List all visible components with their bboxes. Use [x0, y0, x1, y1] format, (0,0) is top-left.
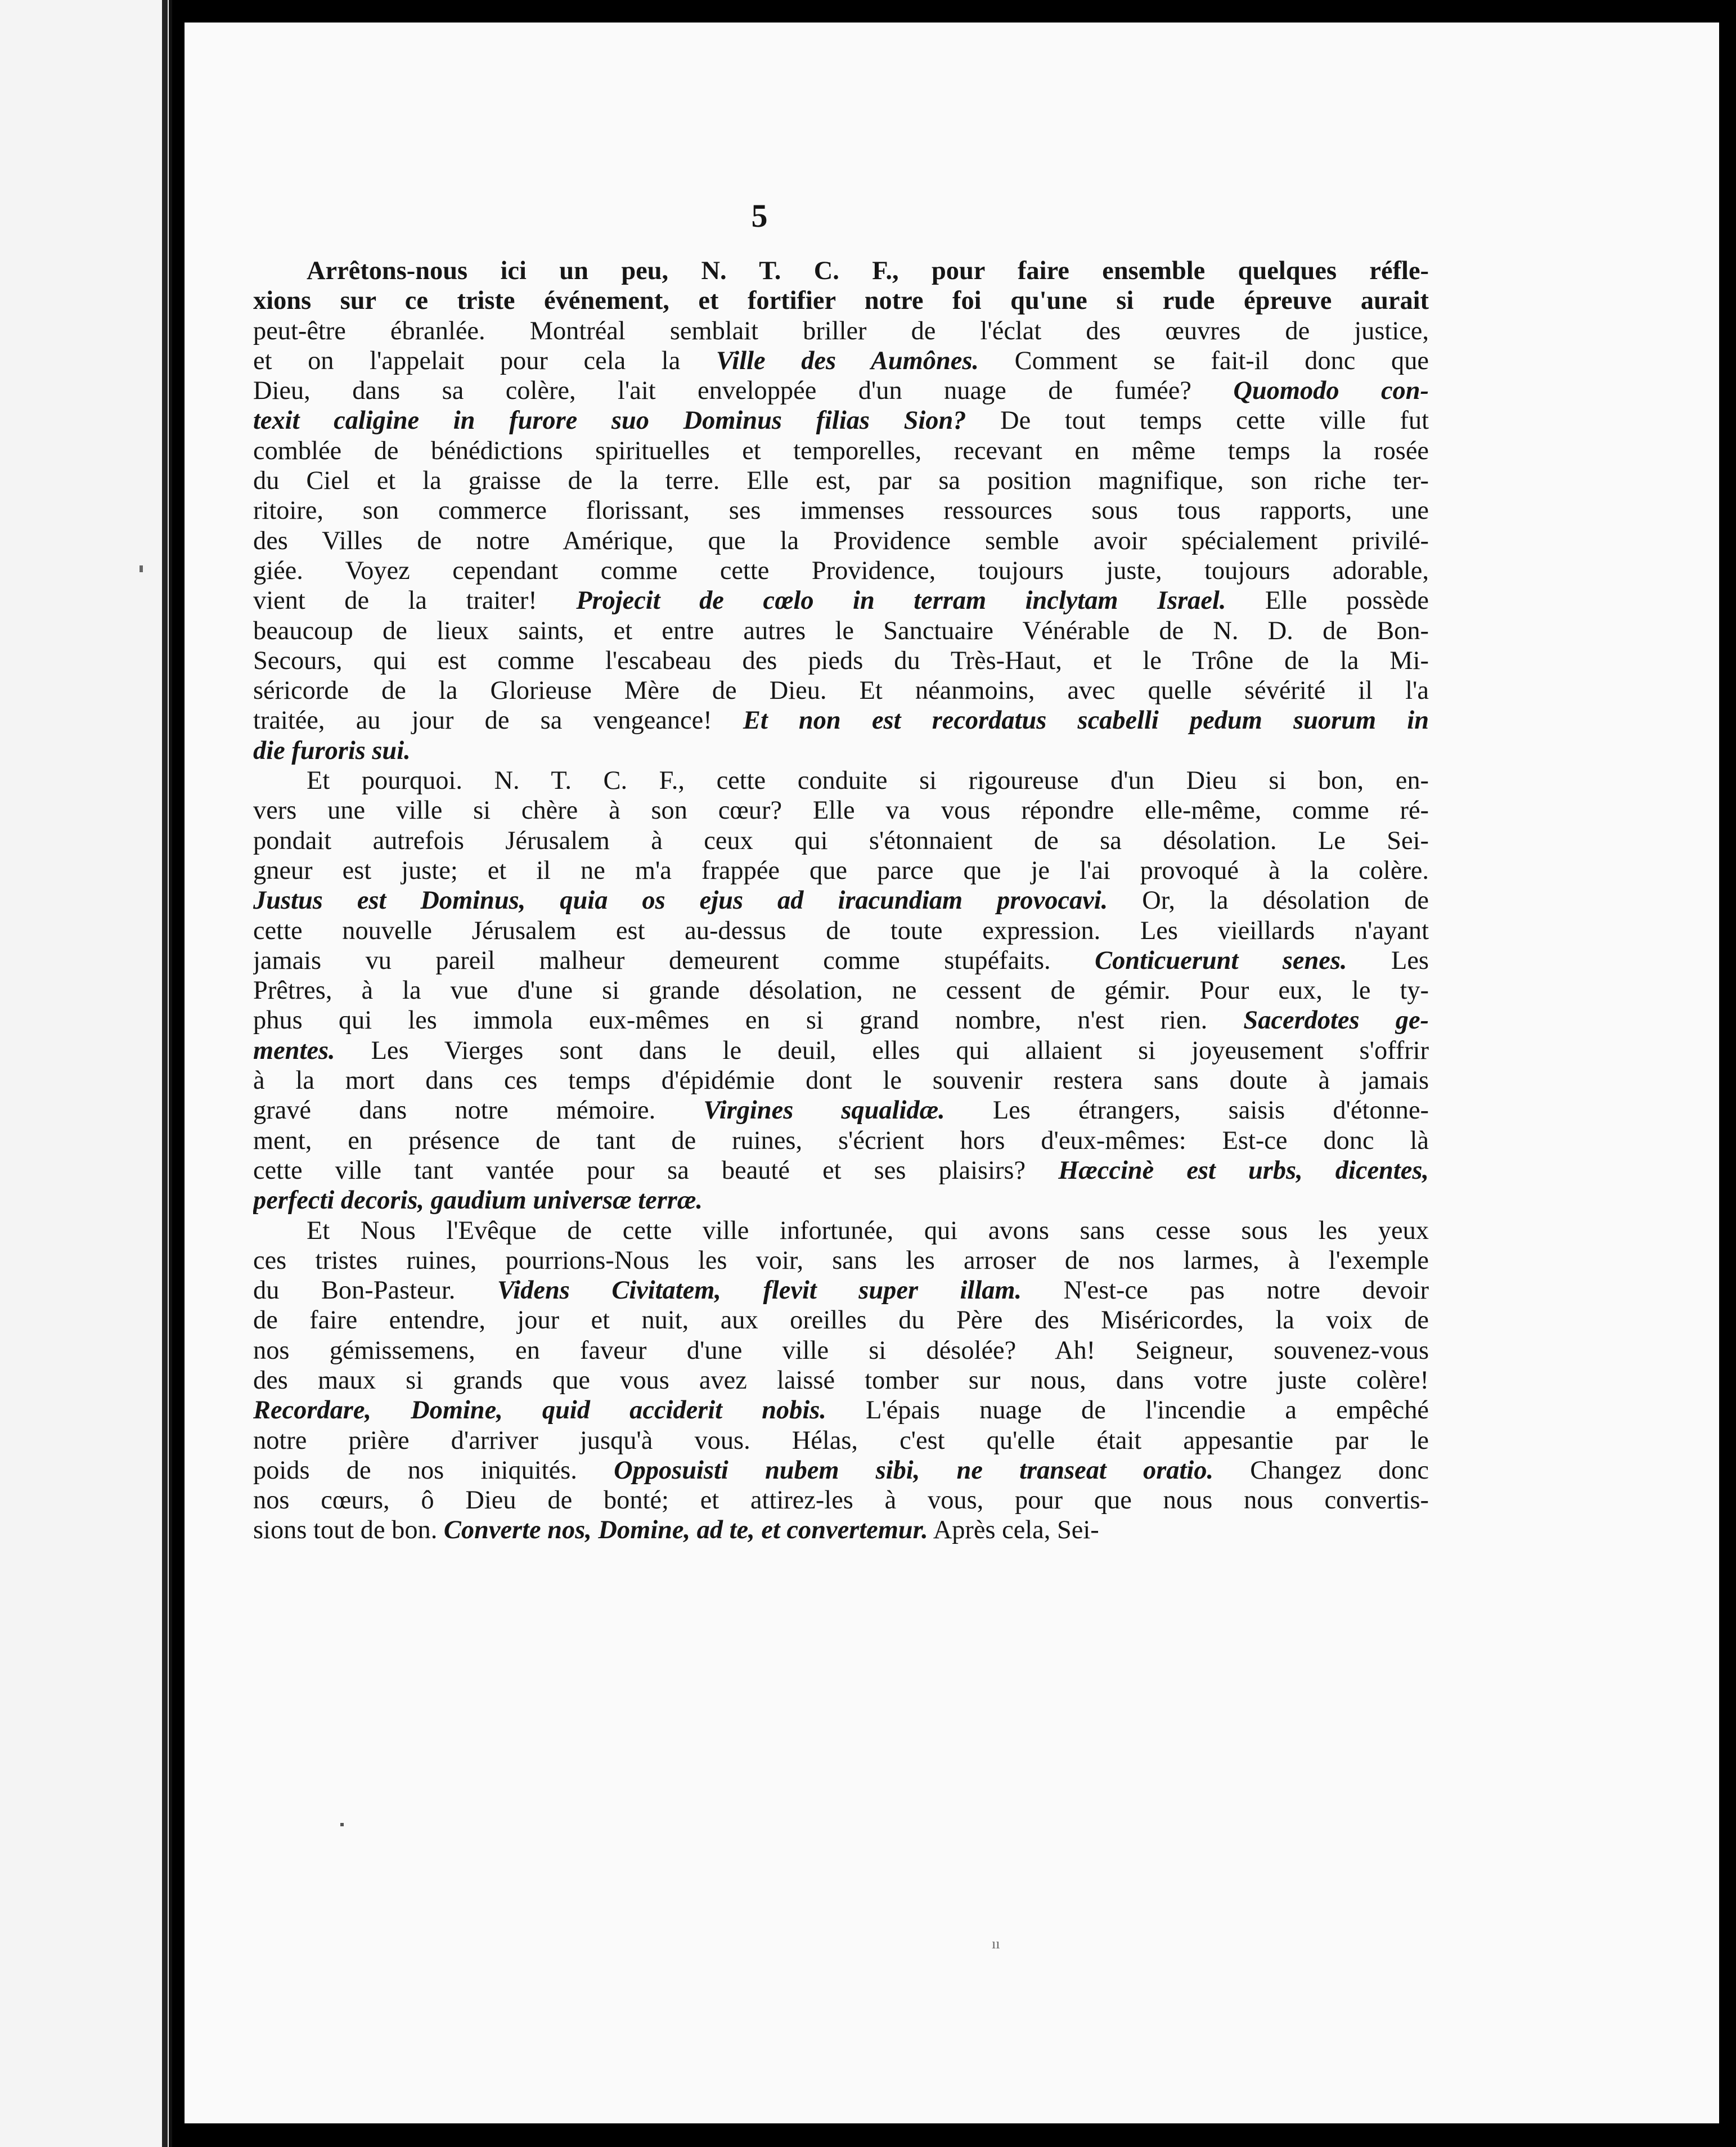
- latin-quote: Conticuerunt senes.: [1095, 946, 1347, 975]
- paragraph: [253, 1216, 1429, 1546]
- text-line: [253, 946, 1429, 976]
- text-run: peut-être ébranlée. Montréal semblait briller de l'éclat des œuvres de justice,: [253, 316, 1429, 345]
- text-run: gneur est juste; et il ne m'a frappée que parce que je l'ai provoqué à la colère.: [253, 856, 1429, 885]
- text-run: notre prière d'arriver jusqu'à vous. Hélas, c'est qu'elle était appesantie par le: [253, 1426, 1429, 1455]
- text-run: Les: [1347, 946, 1429, 975]
- body-text: [253, 256, 1429, 1546]
- text-run: Or, la désolation de: [1108, 886, 1429, 915]
- latin-quote: Virgines squalidæ.: [703, 1096, 945, 1125]
- text-run: des maux si grands que vous avez laissé tomber sur nous, dans votre juste colère!: [253, 1366, 1429, 1395]
- latin-quote: Justus est Dominus, quia os ejus ad iracundiam provocavi.: [253, 886, 1108, 915]
- text-run: gravé dans notre mémoire.: [253, 1096, 704, 1125]
- text-line: [253, 1456, 1429, 1485]
- text-run: du Ciel et la graisse de la terre. Elle est, par sa position magnifique, son riche ter-: [253, 466, 1429, 496]
- text-run: De tout temps cette ville fut: [966, 406, 1429, 435]
- text-line: [253, 406, 1429, 435]
- text-line: [253, 256, 1429, 286]
- text-line: [253, 826, 1429, 856]
- text-run: Les Vierges sont dans le deuil, elles qui allaient si joyeusement s'offrir: [335, 1036, 1429, 1065]
- text-run: Les étrangers, saisis d'étonne-: [945, 1096, 1429, 1125]
- text-run: ces tristes ruines, pourrions-Nous les voir, sans les arroser de nos larmes, à l'exemple: [253, 1246, 1429, 1275]
- bottom-scan-mark: ıı: [992, 1935, 1000, 1952]
- text-run: pondait autrefois Jérusalem à ceux qui s'étonnaient de sa désolation. Le Sei-: [253, 826, 1429, 855]
- text-line: [253, 1066, 1429, 1095]
- text-run: Elle possède: [1226, 586, 1429, 616]
- latin-quote: Opposuisti nubem sibi, ne transeat oratio.: [614, 1456, 1214, 1485]
- text-line: [253, 586, 1429, 616]
- latin-quote: Sacerdotes ge-: [1243, 1006, 1429, 1035]
- text-run: traitée, au jour de sa vengeance!: [253, 706, 743, 735]
- text-line: [253, 886, 1429, 915]
- text-run: Dieu, dans sa colère, l'ait enveloppée d'un nuage de fumée?: [253, 376, 1234, 406]
- text-line: [253, 766, 1429, 796]
- paragraph: [253, 256, 1429, 766]
- text-line: [253, 1305, 1429, 1335]
- text-run: jamais vu pareil malheur demeurent comme stupéfaits.: [253, 946, 1095, 975]
- text-line: [253, 1395, 1429, 1425]
- text-line: [253, 856, 1429, 886]
- text-run: cette nouvelle Jérusalem est au-dessus de toute expression. Les vieillards n'ayant: [253, 916, 1429, 945]
- text-line: [253, 526, 1429, 556]
- text-line: [253, 616, 1429, 646]
- text-run: Secours, qui est comme l'escabeau des pieds du Très-Haut, et le Trône de la Mi-: [253, 646, 1429, 675]
- text-line: [253, 706, 1429, 735]
- text-line: [253, 1095, 1429, 1125]
- text-line: [253, 1126, 1429, 1156]
- text-line: [253, 1036, 1429, 1066]
- text-line: [253, 1485, 1429, 1515]
- text-line: [253, 1185, 1429, 1215]
- text-run: nos cœurs, ô Dieu de bonté; et attirez-les à vous, pour que nous nous convertis-: [253, 1486, 1429, 1515]
- paragraph: [253, 766, 1429, 1215]
- text-run: Et Nous l'Evêque de cette ville infortunée, qui avons sans cesse sous les yeux: [307, 1216, 1429, 1245]
- text-run: ritoire, son commerce florissant, ses immenses ressources sous tous rapports, une: [253, 496, 1429, 525]
- previous-page-edge: [0, 0, 172, 2147]
- text-line: [253, 466, 1429, 496]
- text-run: xions sur ce triste événement, et fortifier notre foi qu'une si rude épreuve aurait: [253, 286, 1429, 316]
- text-run: à la mort dans ces temps d'épidémie dont le souvenir restera sans doute à jamais: [253, 1066, 1429, 1095]
- latin-quote: texit caligine in furore suo Dominus filias Sion?: [253, 406, 966, 435]
- latin-quote: Ville des Aumônes.: [716, 346, 979, 375]
- text-line: [253, 1336, 1429, 1366]
- text-run: de faire entendre, jour et nuit, aux oreilles du Père des Miséricordes, la voix de: [253, 1306, 1429, 1335]
- text-run: sions tout de bon.: [253, 1516, 444, 1545]
- text-run: et on l'appelait pour cela la: [253, 346, 716, 375]
- text-line: [253, 346, 1429, 376]
- text-run: vers une ville si chère à son cœur? Elle va vous répondre elle-même, comme ré-: [253, 796, 1429, 825]
- text-line: [253, 1275, 1429, 1305]
- scan-speck: [340, 1823, 344, 1826]
- text-line: [253, 1246, 1429, 1275]
- latin-quote: Et non est recordatus scabelli pedum suorum in: [743, 706, 1429, 735]
- text-run: Après cela, Sei-: [928, 1516, 1099, 1545]
- text-line: [253, 376, 1429, 406]
- text-run: phus qui les immola eux-mêmes en si grand nombre, n'est rien.: [253, 1006, 1244, 1035]
- text-run: comblée de bénédictions spirituelles et temporelles, recevant en même temps la rosée: [253, 436, 1429, 465]
- text-line: [253, 796, 1429, 825]
- latin-quote: mentes.: [253, 1036, 335, 1065]
- text-line: [253, 286, 1429, 316]
- text-run: vient de la traiter!: [253, 586, 577, 616]
- latin-quote: Converte nos, Domine, ad te, et convertemur.: [443, 1516, 928, 1545]
- latin-quote: Projecit de cœlo in terram inclytam Israel.: [576, 586, 1226, 616]
- text-run: des Villes de notre Amérique, que la Providence semble avoir spécialement privilé-: [253, 526, 1429, 555]
- text-run: poids de nos iniquités.: [253, 1456, 614, 1485]
- text-run: Changez donc: [1213, 1456, 1429, 1485]
- text-run: Et pourquoi. N. T. C. F., cette conduite si rigoureuse d'un Dieu si bon, en-: [307, 766, 1429, 796]
- text-line: [253, 736, 1429, 766]
- text-line: [253, 1216, 1429, 1246]
- text-line: [253, 1515, 1429, 1545]
- text-run: Arrêtons-nous ici un peu, N. T. C. F., pour faire ensemble quelques réfle-: [307, 257, 1429, 285]
- latin-quote: Hæccinè est urbs, dicentes,: [1058, 1156, 1429, 1185]
- text-line: [253, 976, 1429, 1005]
- text-line: [253, 1156, 1429, 1185]
- text-run: beaucoup de lieux saints, et entre autres le Sanctuaire Vénérable de N. D. de Bon-: [253, 616, 1429, 645]
- text-run: giée. Voyez cependant comme cette Providence, toujours juste, toujours adorable,: [253, 556, 1429, 585]
- text-line: [253, 316, 1429, 346]
- latin-quote: perfecti decoris, gaudium universæ terræ.: [253, 1186, 703, 1215]
- text-line: [253, 1426, 1429, 1456]
- latin-quote: Recordare, Domine, quid acciderit nobis.: [253, 1396, 826, 1425]
- text-line: [253, 916, 1429, 946]
- text-line: [253, 496, 1429, 525]
- text-run: cette ville tant vantée pour sa beauté et ses plaisirs?: [253, 1156, 1059, 1185]
- latin-quote: Quomodo con-: [1233, 376, 1429, 406]
- text-run: Comment se fait-il donc que: [979, 346, 1429, 375]
- latin-quote: die furoris sui.: [253, 736, 411, 765]
- text-run: Prêtres, à la vue d'une si grande désolation, ne cessent de gémir. Pour eux, le ty-: [253, 976, 1429, 1005]
- speck-mark: [140, 565, 143, 572]
- text-line: [253, 556, 1429, 586]
- text-run: N'est-ce pas notre devoir: [1022, 1276, 1429, 1305]
- text-run: du Bon-Pasteur.: [253, 1276, 497, 1305]
- page-number: 5: [751, 197, 768, 234]
- gutter-rule: [162, 0, 168, 2147]
- text-run: séricorde de la Glorieuse Mère de Dieu. Et néanmoins, avec quelle sévérité il l'a: [253, 676, 1429, 706]
- text-run: ment, en présence de tant de ruines, s'écrient hors d'eux-mêmes: Est-ce donc là: [253, 1126, 1429, 1155]
- text-line: [253, 646, 1429, 676]
- text-line: [253, 676, 1429, 706]
- text-line: [253, 1005, 1429, 1035]
- text-line: [253, 436, 1429, 466]
- latin-quote: Videns Civitatem, flevit super illam.: [497, 1276, 1022, 1305]
- text-run: nos gémissemens, en faveur d'une ville si désolée? Ah! Seigneur, souvenez-vous: [253, 1336, 1429, 1365]
- text-line: [253, 1366, 1429, 1395]
- text-run: L'épais nuage de l'incendie a empêché: [826, 1396, 1429, 1425]
